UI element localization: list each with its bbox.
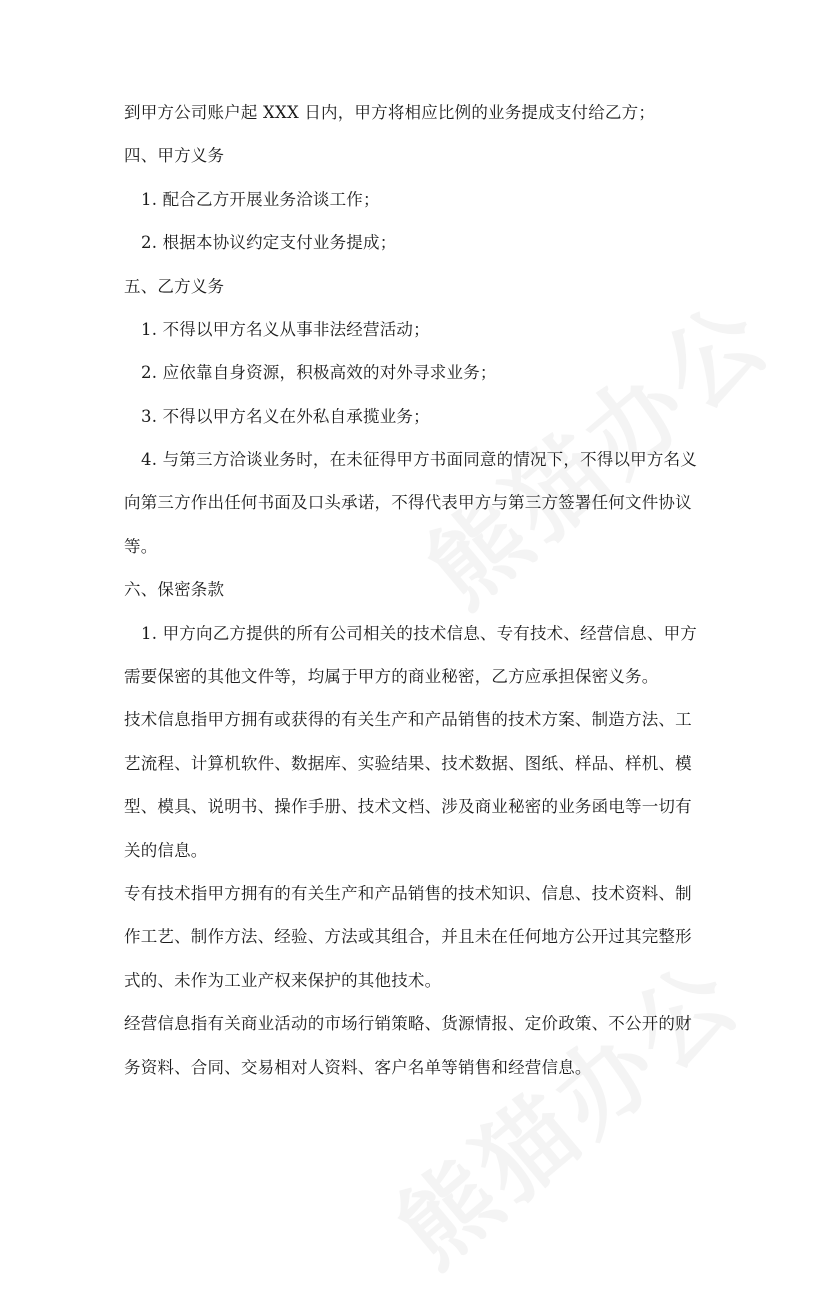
paragraph-line: 关的信息。 xyxy=(124,841,208,860)
paragraph-line: 艺流程、计算机软件、数据库、实验结果、技术数据、图纸、样品、样机、模 xyxy=(124,754,692,773)
paragraph-line: 式的、未作为工业产权来保护的其他技术。 xyxy=(124,971,442,990)
section-heading: 六、保密条款 xyxy=(124,580,225,599)
paragraph-line: 专有技术指甲方拥有的有关生产和产品销售的技术知识、信息、技术资料、制 xyxy=(124,884,692,903)
list-item: 2. 根据本协议约定支付业务提成； xyxy=(141,233,397,252)
paragraph-line: 作工艺、制作方法、经验、方法或其组合，并且未在任何地方公开过其完整形 xyxy=(124,927,692,946)
list-item: 1. 不得以甲方名义从事非法经营活动； xyxy=(141,320,430,339)
paragraph-line: 型、模具、说明书、操作手册、技术文档、涉及商业秘密的业务函电等一切有 xyxy=(124,797,692,816)
paragraph-line: 等。 xyxy=(124,537,158,556)
list-item: 2. 应依靠自身资源，积极高效的对外寻求业务； xyxy=(141,363,497,382)
paragraph-line: 到甲方公司账户起 XXX 日内，甲方将相应比例的业务提成支付给乙方； xyxy=(124,103,656,122)
list-item: 1. 配合乙方开展业务洽谈工作； xyxy=(141,190,380,209)
paragraph-line: 技术信息指甲方拥有或获得的有关生产和产品销售的技术方案、制造方法、工 xyxy=(124,710,692,729)
list-item: 1. 甲方向乙方提供的所有公司相关的技术信息、专有技术、经营信息、甲方 xyxy=(141,624,697,643)
section-heading: 五、乙方义务 xyxy=(124,277,225,296)
paragraph-line: 向第三方作出任何书面及口头承诺，不得代表甲方与第三方签署任何文件协议 xyxy=(124,493,692,512)
paragraph-line: 需要保密的其他文件等，均属于甲方的商业秘密，乙方应承担保密义务。 xyxy=(124,667,659,686)
paragraph-line: 经营信息指有关商业活动的市场行销策略、货源情报、定价政策、不公开的财 xyxy=(124,1014,692,1033)
section-heading: 四、甲方义务 xyxy=(124,146,225,165)
paragraph-line: 务资料、合同、交易相对人资料、客户名单等销售和经营信息。 xyxy=(124,1058,592,1077)
list-item: 3. 不得以甲方名义在外私自承揽业务； xyxy=(141,407,430,426)
list-item: 4. 与第三方洽谈业务时，在未征得甲方书面同意的情况下，不得以甲方名义 xyxy=(141,450,697,469)
